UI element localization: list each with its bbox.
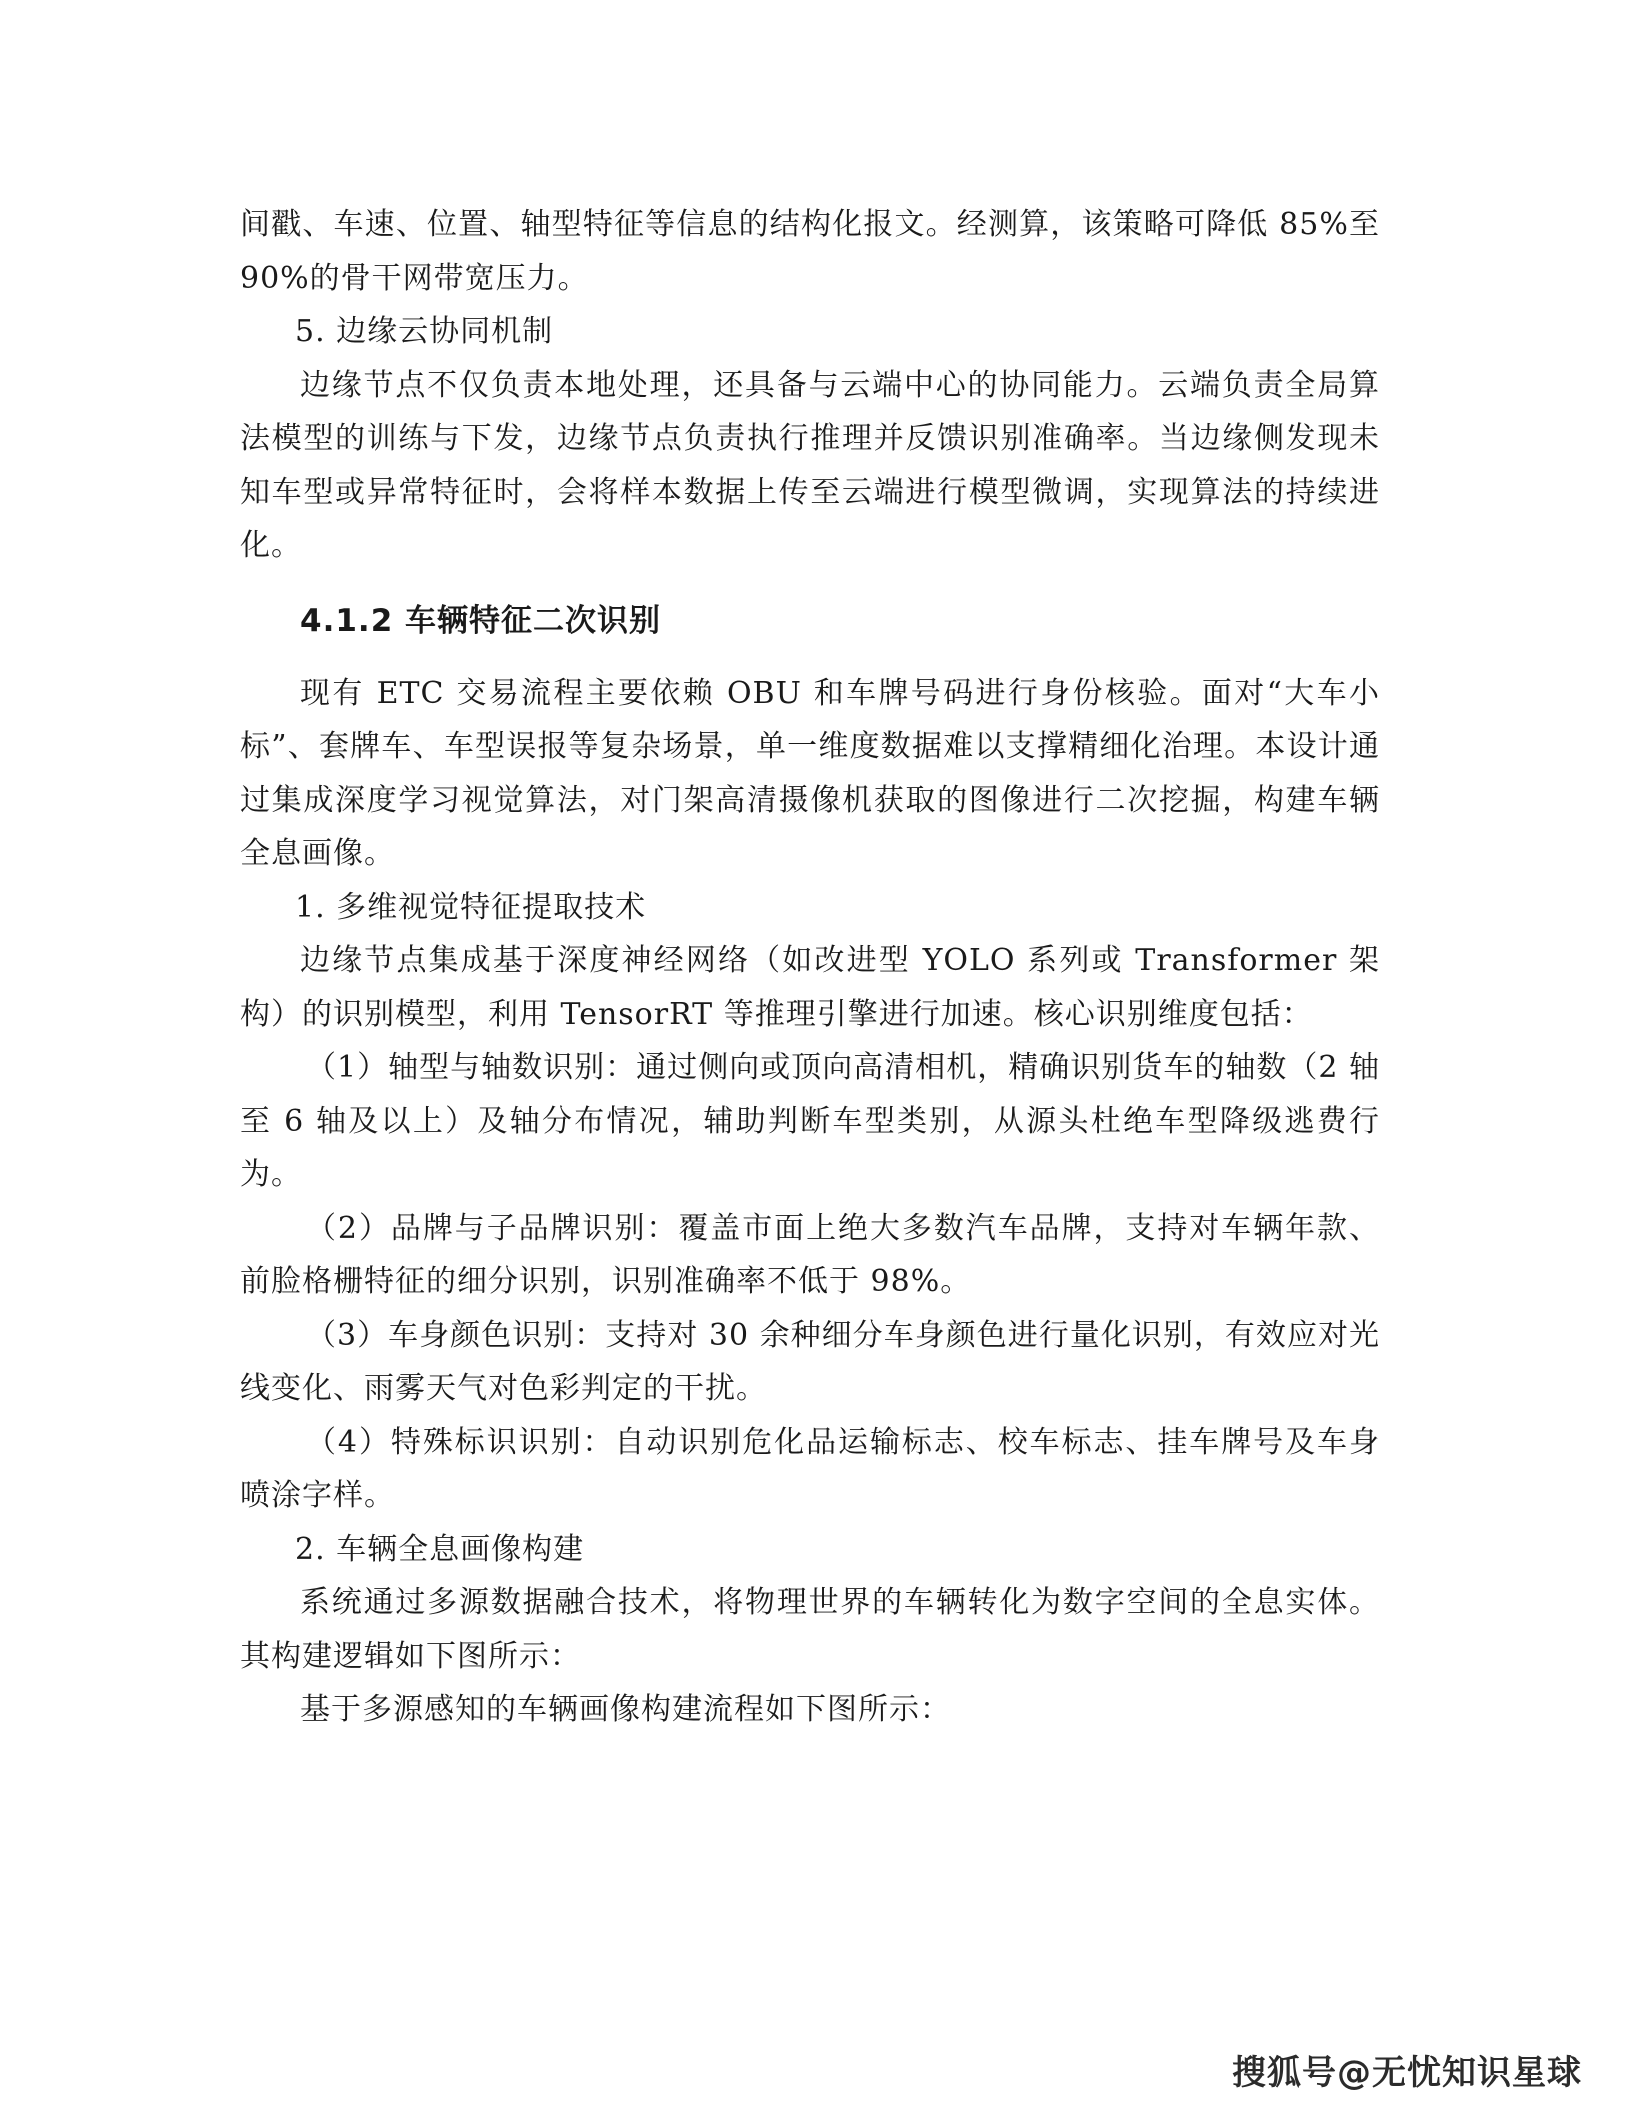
section-heading: 4.1.2 车辆特征二次识别 (300, 602, 662, 639)
item-2-tail: 基于多源感知的车辆画像构建流程如下图所示： (300, 1692, 951, 1727)
sub-item-1: （1）轴型与轴数识别：通过侧向或顶向高清相机，精确识别货车的轴数（2 轴至 6 轴及以上）及轴分布情况，辅助判断车型类别，从源头杜绝车型降级逃费行为。 (240, 1050, 1380, 1192)
item-5-body: 边缘节点不仅负责本地处理，还具备与云端中心的协同能力。云端负责全局算法模型的训练与下发，边缘节点负责执行推理并反馈识别准确率。当边缘侧发现未知车型或异常特征时，会将样本数据上传至云端进行模型微调，实现算法的持续进化。 (240, 367, 1380, 563)
item-1-body: 边缘节点集成基于深度神经网络（如改进型 YOLO 系列或 Transformer 架构）的识别模型，利用 TensorRT 等推理引擎进行加速。核心识别维度包括： (240, 943, 1380, 1032)
intro-paragraph: 现有 ETC 交易流程主要依赖 OBU 和车牌号码进行身份核验。面对“大车小标”、套牌车、车型误报等复杂场景，单一维度数据难以支撑精细化治理。本设计通过集成深度学习视觉算法，对门架高清摄像机获取的图像进行二次挖掘，构建车辆全息画像。 (240, 675, 1380, 871)
item-1-title: 1. 多维视觉特征提取技术 (295, 889, 647, 925)
item-2-title: 2. 车辆全息画像构建 (295, 1531, 585, 1567)
item-2-body: 系统通过多源数据融合技术，将物理世界的车辆转化为数字空间的全息实体。其构建逻辑如下图所示： (240, 1585, 1380, 1674)
item-5-title: 5. 边缘云协同机制 (295, 314, 554, 349)
watermark: 搜狐号@无忧知识星球 (1232, 2053, 1582, 2093)
paragraph-bandwidth: 间戳、车速、位置、轴型特征等信息的结构化报文。经测算，该策略可降低 85%至 90%的骨干网带宽压力。 (240, 207, 1380, 296)
sub-item-4: （4）特殊标识识别：自动识别危化品运输标志、校车标志、挂车牌号及车身喷涂字样。 (240, 1424, 1380, 1513)
sub-item-2: （2）品牌与子品牌识别：覆盖市面上绝大多数汽车品牌，支持对车辆年款、前脸格栅特征的细分识别，识别准确率不低于 98%。 (240, 1210, 1380, 1299)
sub-item-3: （3）车身颜色识别：支持对 30 余种细分车身颜色进行量化识别，有效应对光线变化、雨雾天气对色彩判定的干扰。 (240, 1317, 1380, 1406)
document-page (240, 198, 1380, 1737)
